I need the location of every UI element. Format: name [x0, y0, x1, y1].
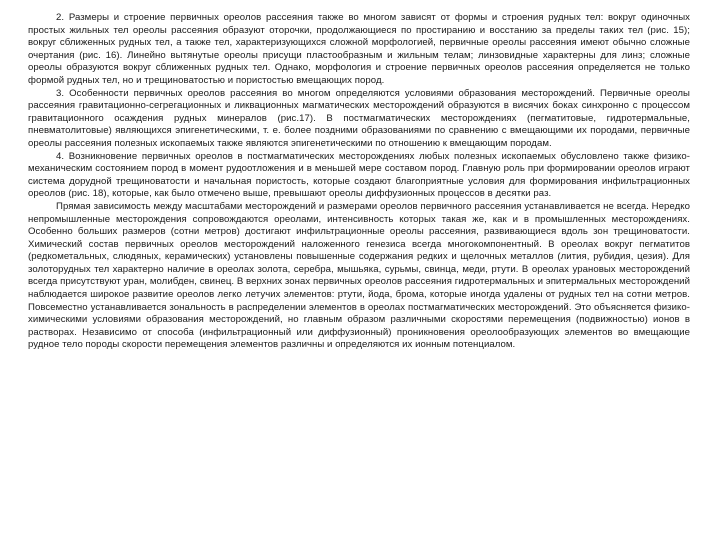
document-page [28, 12, 690, 352]
paragraph-deposit-scale: Прямая зависимость между масштабами месторождений и размерами ореолов первичного рассеяния устанавливается не всегда. Нередко непромышленные месторождения сопровождаются ореолами, интенсивность которых такая же, как и в промышленных месторождениях. Особенно больших размеров (сотни метров) достигают инфильтрационные ореолы рассеяния, развивающиеся вдоль зон трещиноватости. Химический состав первичных ореолов месторождений наложенного генезиса всегда многокомпонентный. В ореолах вокруг пегматитов (редкометальных, слюдяных, керамических) установлены повышенные содержания редких и щелочных металлов (лития, рубидия, цезия). Для золоторудных тел характерно наличие в ореолах золота, серебра, мышьяка, сурьмы, свинца, меди, ртути. В ореолах урановых месторождений всегда присутствуют уран, молибден, свинец. В верхних зонах первичных ореолов рассеяния гидротермальных и эпитермальных месторождений наблюдается широкое развитие ореолов легко летучих элементов: ртути, йода, брома, которые иногда удалены от рудных тел на сотни метров. Повсеместно устанавливается зональность в распределении элементов в ореолах постмагматических месторождений. Это объясняется физико-химическими условиями образования месторождений, но главным образом различными скоростями перемещения (подвижностью) ионов в растворах. Независимо от способа (инфильтрационный или диффузионный) проникновения ореолообразующих элементов во вмещающие рудное тело породы скорости перемещения элементов различны и определяются их ионным потенциалом. [28, 200, 690, 351]
paragraph-physical-state: 4. Возникновение первичных ореолов в постмагматических месторождениях любых полезных ископаемых обусловлено также физико-механическим состоянием пород в момент рудоотложения и в меньшей мере составом пород. Главную роль при формировании ореолов играют система дорудной трещиноватости и начальная пористость, которые создают благоприятные условия для формирования инфильтрационных ореолов (рис. 18), которые, как было отмечено выше, превышают ореолы диффузионных процессов в десятки раз. [28, 150, 690, 200]
paragraph-ore-body-shape: 2. Размеры и строение первичных ореолов рассеяния также во многом зависят от формы и строения рудных тел: вокруг одиночных простых жильных тел ореолы рассеяния образуют оторочки, продолжающиеся по простиранию и восстанию за пределы таких тел (рис. 15); вокруг сближенных рудных тел, а также тел, характеризующихся сложной морфологией, первичные ореолы рассеяния имеют обычно сложные очертания (рис. 16). Линейно вытянутые ореолы присущи пластообразным и жильным телам; линзовидные характерны для линз; сложные ореолы образуются вокруг сближенных рудных тел. Однако, морфология и строение первичных ореолов рассеяния определяется не только формой рудных тел, но и трещиноватостью и пористостью вмещающих пород. [28, 12, 690, 86]
paragraph-formation-conditions: 3. Особенности первичных ореолов рассеяния во многом определяются условиями образования месторождений. Первичные ореолы рассеяния гравитационно-сегрегационных и ликвационных магматических месторождений образуются в висячих боках синхронно с процессом гравитационного осаждения рудных минералов (рис.17). В постмагматических месторождениях (пегматитовые, гидротермальные, пневматолитовые) являющихся эпигенетическими, т. е. более поздними образованиями по сравнению с вмещающими их породами, первичные ореолы рассеяния полезных ископаемых также являются эпигенетическими по отношению к вмещающим породам. [28, 87, 690, 149]
